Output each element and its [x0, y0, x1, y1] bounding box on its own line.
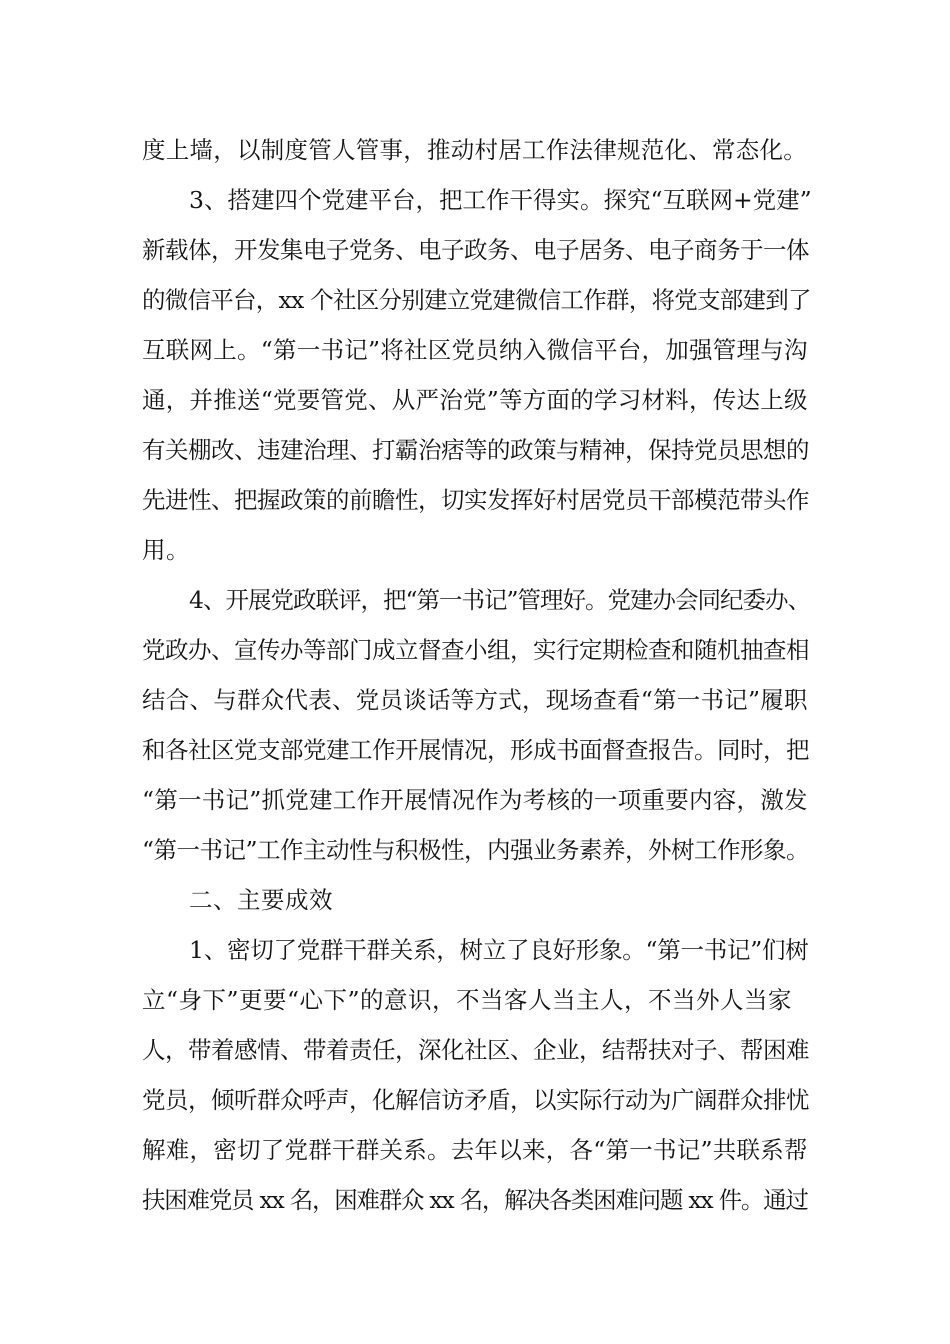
- text-line: “第一书记”抓党建工作开展情况作为考核的一项重要内容，激发: [142, 786, 808, 814]
- text-line: 用。: [142, 536, 190, 564]
- text-line: 先进性、把握政策的前瞻性，切实发挥好村居党员干部模范带头作: [142, 486, 809, 514]
- text-line: 3、搭建四个党建平台，把工作干得实。探究“互联网+党建”: [189, 186, 812, 214]
- text-line: 互联网上。“第一书记”将社区党员纳入微信平台，加强管理与沟: [142, 336, 808, 364]
- text-line: 4、开展党政联评，把“第一书记”管理好。党建办会同纪委办、: [189, 586, 810, 614]
- text-line: 立“身下”更要“心下”的意识，不当客人当主人，不当外人当家: [142, 986, 793, 1014]
- text-line: 党员，倾听群众呼声，化解信访矛盾，以实际行动为广阔群众排忧: [142, 1086, 809, 1114]
- text-line: 结合、与群众代表、党员谈话等方式，现场查看“第一书记”履职: [142, 686, 808, 714]
- text-line: 解难，密切了党群干群关系。去年以来，各“第一书记”共联系帮: [142, 1136, 808, 1164]
- text-line: 扶困难党员 xx 名，困难群众 xx 名，解决各类困难问题 xx 件。通过: [142, 1186, 808, 1214]
- text-line: 通，并推送“党要管党、从严治党”等方面的学习材料，传达上级: [142, 386, 808, 414]
- text-line: 有关棚改、违建治理、打霸治痞等的政策与精神，保持党员思想的: [142, 436, 809, 464]
- text-line: 人，带着感情、带着责任，深化社区、企业，结帮扶对子、帮困难: [142, 1036, 809, 1064]
- text-line: “第一书记”工作主动性与积极性，内强业务素养，外树工作形象。: [142, 836, 810, 864]
- text-line: 1、密切了党群干群关系，树立了良好形象。“第一书记”们树: [189, 936, 809, 964]
- section-heading: 二、主要成效: [189, 886, 333, 914]
- text-line: 党政办、宣传办等部门成立督查小组，实行定期检查和随机抽查相: [142, 636, 809, 664]
- text-line: 新载体，开发集电子党务、电子政务、电子居务、电子商务于一体: [142, 236, 809, 264]
- text-line: 的微信平台，xx 个社区分别建立党建微信工作群，将党支部建到了: [142, 286, 811, 314]
- text-line: 和各社区党支部党建工作开展情况，形成书面督查报告。同时，把: [142, 736, 809, 764]
- text-line: 度上墙，以制度管人管事，推动村居工作法律规范化、常态化。: [142, 136, 807, 164]
